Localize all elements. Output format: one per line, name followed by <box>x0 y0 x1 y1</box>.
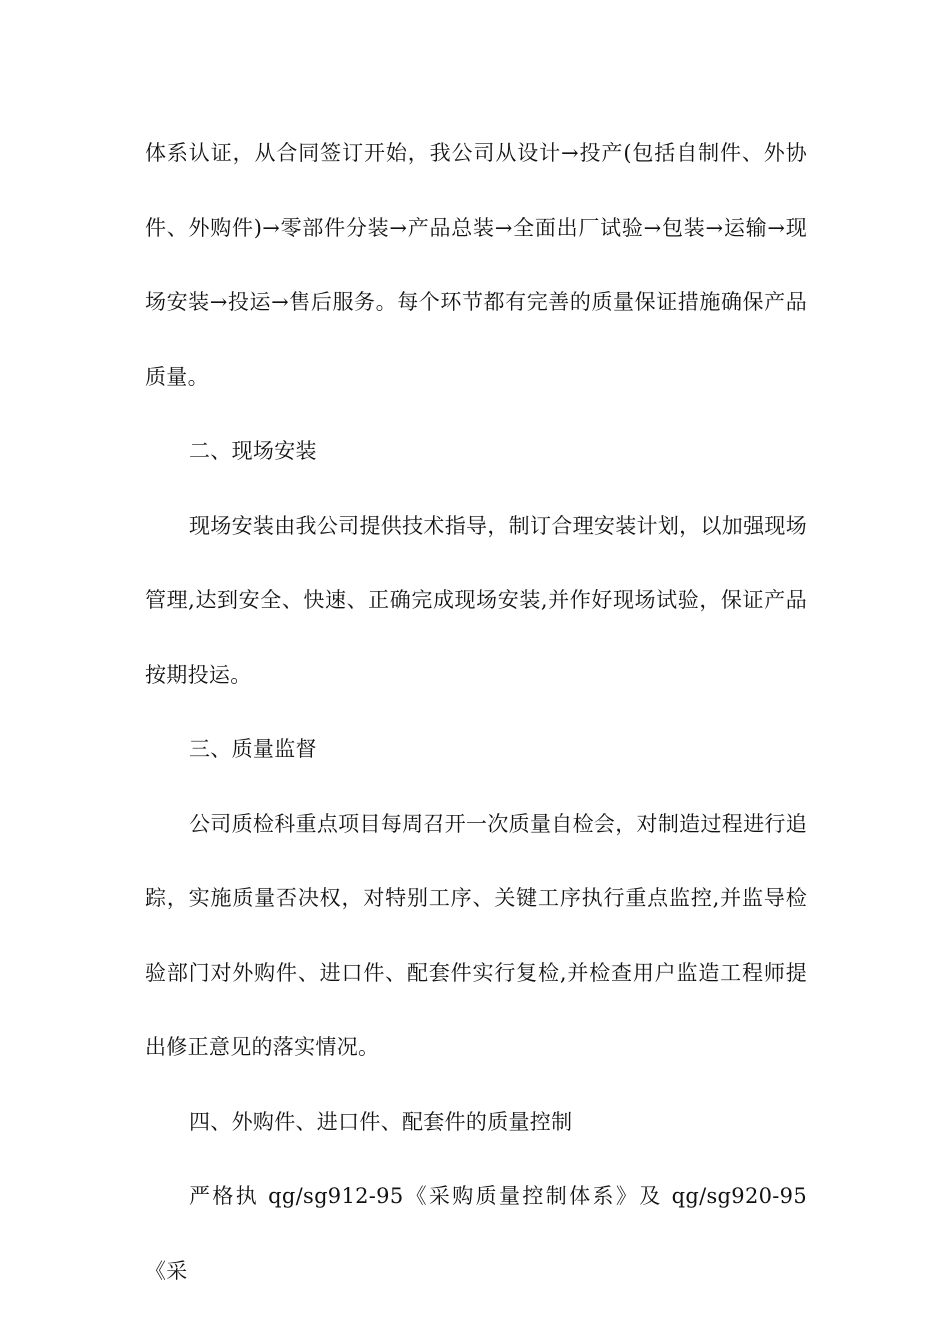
section-heading-site-installation: 二、现场安装 <box>189 439 317 463</box>
document-page <box>145 116 807 1308</box>
section-heading-quality-supervision: 三、质量监督 <box>189 737 317 761</box>
body-paragraph-quality-supervision: 公司质检科重点项目每周召开一次质量自检会，对制造过程进行追踪，实施质量否决权，对特别工序、关键工序执行重点监控,并监导检验部门对外购件、进口件、配套件实行复检,并检查用户监造工程师提出修正意见的落实情况。 <box>145 811 807 1059</box>
body-paragraph-continuation: 体系认证，从合同签订开始，我公司从设计→投产(包括自制件、外协件、外购件)→零部件分装→产品总装→全面出厂试验→包装→运输→现场安装→投运→售后服务。每个环节都有完善的质量保证措施确保产品质量。 <box>145 141 807 389</box>
body-paragraph-purchased-parts-quality: 严格执 qg/sg912-95《采购质量控制体系》及 qg/sg920-95《采 <box>145 1184 807 1283</box>
body-paragraph-site-installation: 现场安装由我公司提供技术指导，制订合理安装计划，以加强现场管理,达到安全、快速、正确完成现场安装,并作好现场试验，保证产品按期投运。 <box>145 513 807 687</box>
section-heading-purchased-parts-quality: 四、外购件、进口件、配套件的质量控制 <box>189 1109 573 1134</box>
